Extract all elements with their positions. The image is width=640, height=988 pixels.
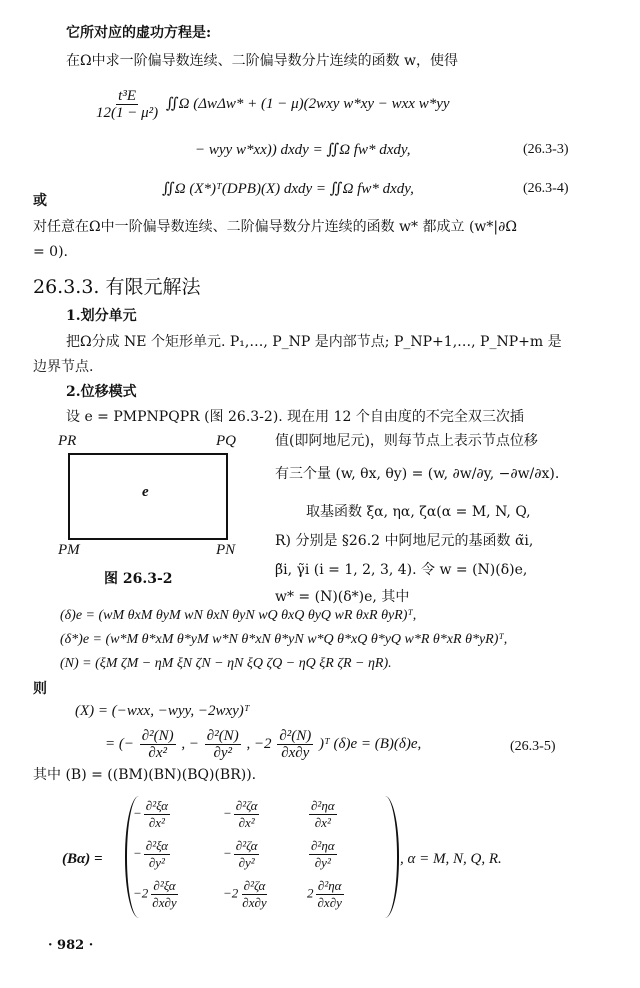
condition-text: 对任意在Ω中一阶偏导数连续、二阶偏导数分片连续的函数 w* 都成立 (w*|∂Ω [33, 219, 517, 235]
equation-26-3-3-line1 [92, 88, 450, 121]
fraction-denominator: ∂x∂y [242, 895, 267, 910]
equation-text: , − [181, 735, 200, 752]
corner-label-pm: PM [58, 542, 80, 558]
fraction-denominator: ∂x² [314, 815, 331, 830]
fraction-denominator: ∂x² [148, 745, 167, 761]
matrix-cell [133, 838, 172, 871]
equation-text: )ᵀ (δ)e = (B)(δ)e, [318, 735, 422, 752]
fraction-numerator: ∂²ξα [145, 798, 168, 813]
fraction [234, 798, 260, 831]
fraction [316, 878, 344, 911]
delta-star-vector: (δ*)e = (w*M θ*xM θ*yM w*N θ*xN θ*yN w*Q θ*xQ θ*yQ w*R θ*xR θ*yR)ᵀ, [60, 632, 508, 647]
fraction-numerator: ∂²ηα [317, 878, 342, 893]
then-text: 则 [33, 681, 47, 697]
equation-text: , −2 [246, 735, 272, 752]
matrix-rhs: , α = M, N, Q, R. [400, 851, 502, 867]
fraction-denominator: ∂y² [238, 855, 255, 870]
fraction-denominator: ∂x² [148, 815, 165, 830]
equation-text: ∬Ω (ΔwΔw* + (1 − μ)(2wxy w*xy − wxx w*yy [165, 95, 450, 112]
equation-label: (26.3-3) [523, 142, 569, 157]
fraction-numerator: ∂²(N) [279, 728, 312, 744]
paragraph-text: 边界节点. [33, 359, 94, 375]
fraction [277, 728, 313, 761]
corner-label-pn: PN [216, 542, 236, 558]
fraction-denominator: ∂x∂y [281, 745, 310, 761]
equation-26-3-4: ∬Ω (X*)ᵀ(DPB)(X) dxdy = ∬Ω fw* dxdy, [162, 181, 414, 197]
corner-label-pr: PR [58, 433, 77, 449]
matrix-cell [307, 798, 339, 831]
corner-label-pq: PQ [216, 433, 236, 449]
fraction-denominator: ∂y² [213, 745, 233, 761]
matrix-cell [223, 838, 261, 871]
figure-caption: 图 26.3-2 [104, 571, 173, 587]
equation-26-3-3-line2: − wyy w*xx)) dxdy = ∬Ω fw* dxdy, [195, 142, 411, 158]
matrix-cell [307, 838, 339, 871]
fraction-denominator: ∂x∂y [152, 895, 177, 910]
matrix-lhs: (Bα) = [62, 851, 103, 867]
equation-label: (26.3-5) [510, 739, 556, 754]
fraction-denominator: ∂y² [314, 855, 331, 870]
fraction-denominator: ∂y² [148, 855, 165, 870]
paragraph-text: 设 e = PMPNPQPR (图 26.3-2). 现在用 12 个自由度的不完全双三次插 [66, 409, 524, 425]
paragraph-text: β̃i, γ̃i (i = 1, 2, 3, 4). 令 w = (N)(δ)e, [275, 562, 528, 578]
fraction [140, 728, 176, 761]
page-number: · 982 · [48, 938, 94, 953]
fraction-numerator: ∂²ζα [243, 878, 266, 893]
cell-prefix: −2 [223, 885, 239, 901]
fraction [309, 798, 337, 831]
fraction-numerator: ∂²(N) [206, 728, 239, 744]
fraction-denominator: 12(1 − μ²) [96, 105, 159, 121]
fraction-denominator: ∂x² [238, 815, 255, 830]
intro-text: 它所对应的虚功方程是: [66, 25, 212, 41]
subsection-heading: 2.位移模式 [66, 384, 137, 400]
cell-prefix: − [223, 805, 232, 821]
paragraph-text: w* = (N)(δ*)e, 其中 [275, 589, 410, 605]
cell-prefix: − [223, 845, 232, 861]
n-vector: (N) = (ξM ζM − ηM ξN ζN − ηN ξQ ζQ − ηQ ξR ζR − ηR). [60, 656, 392, 671]
section-heading: 26.3.3. 有限元解法 [33, 276, 201, 298]
fraction [234, 838, 260, 871]
condition-text: = 0). [33, 244, 68, 260]
fraction [144, 838, 170, 871]
fraction [144, 798, 170, 831]
fraction-denominator: ∂x∂y [317, 895, 342, 910]
fraction-numerator: ∂²ζα [235, 798, 258, 813]
element-label: e [142, 484, 149, 500]
fraction [240, 878, 268, 911]
matrix-cell [223, 878, 271, 911]
fraction-numerator: ∂²ζα [235, 838, 258, 853]
matrix-cell [307, 878, 346, 911]
coefficient-fraction [94, 88, 160, 121]
cell-prefix: 2 [307, 885, 314, 901]
equation-text: = (− [105, 735, 134, 752]
paragraph-text: 把Ω分成 NE 个矩形单元. P₁,…, P_NP 是内部节点; P_NP+1,…, P_NP+m 是 [66, 334, 562, 350]
fraction [205, 728, 241, 761]
equation-label: (26.3-4) [523, 181, 569, 196]
problem-statement: 在Ω中求一阶偏导数连续、二阶偏导数分片连续的函数 w，使得 [66, 53, 459, 69]
fraction-numerator: ∂²ξα [153, 878, 176, 893]
fraction [150, 878, 178, 911]
cell-prefix: −2 [133, 885, 149, 901]
chi-definition: (X) = (−wxx, −wyy, −2wxy)ᵀ [75, 703, 250, 719]
cell-prefix: − [133, 845, 142, 861]
paragraph-text: 取基函数 ξα, ηα, ζα(α = M, N, Q, [306, 504, 531, 520]
matrix-cell [223, 798, 261, 831]
fraction-numerator: ∂²ηα [311, 838, 335, 853]
matrix-cell [133, 878, 181, 911]
delta-vector: (δ)e = (wM θxM θyM wN θxN θyN wQ θxQ θyQ wR θxR θyR)ᵀ, [60, 608, 417, 623]
paragraph-text: 值(即阿地尼元)，则每节点上表示节点位移 [275, 433, 538, 449]
fraction-numerator: t³E [118, 88, 136, 104]
chi-expansion [105, 728, 421, 761]
subsection-heading: 1.划分单元 [66, 308, 137, 324]
matrix-cell [133, 798, 172, 831]
or-text: 或 [33, 193, 47, 209]
cell-prefix: − [133, 805, 142, 821]
paragraph-text: R) 分别是 §26.2 中阿地尼元的基函数 α̃i, [275, 533, 534, 549]
paragraph-text: 有三个量 (w, θx, θy) = (w, ∂w/∂y, −∂w/∂x). [275, 466, 560, 482]
fraction-numerator: ∂²(N) [141, 728, 174, 744]
b-alpha-matrix [125, 796, 399, 918]
fraction-numerator: ∂²ηα [311, 798, 335, 813]
fraction [309, 838, 337, 871]
where-b-text: 其中 (B) = ((BM)(BN)(BQ)(BR)). [33, 767, 257, 783]
fraction-numerator: ∂²ξα [145, 838, 168, 853]
